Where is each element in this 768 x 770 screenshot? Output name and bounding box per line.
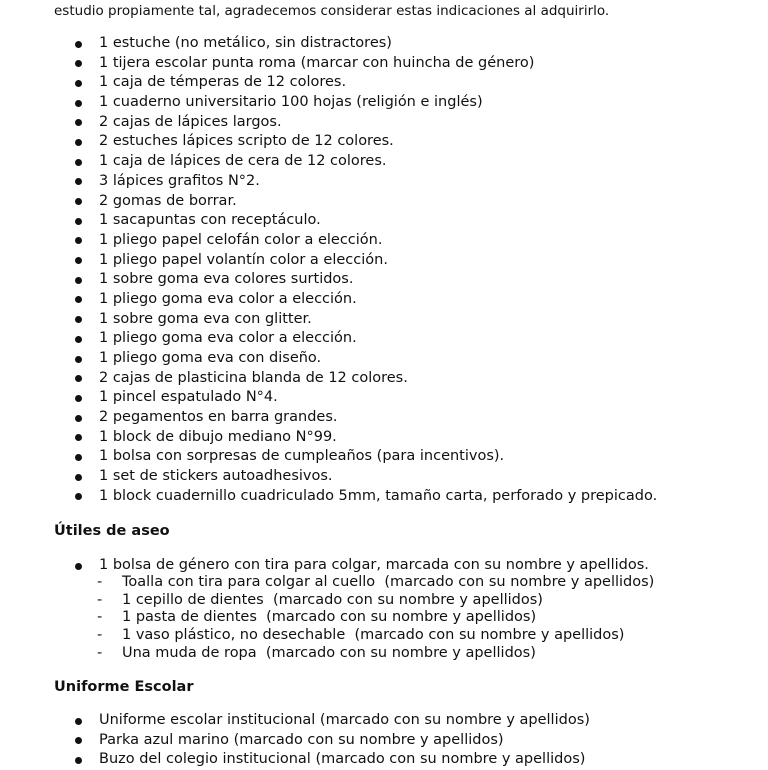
sublist-item: [97, 574, 654, 592]
list-item-text: 1 block cuadernillo cuadriculado 5mm, tamaño carta, perforado y prepicado.: [99, 487, 658, 504]
list-item: [54, 369, 657, 389]
dash-icon: -: [97, 574, 103, 590]
list-item: [54, 113, 657, 133]
list-item: [54, 556, 649, 576]
list-item: [54, 310, 657, 330]
intro-paragraph: estudio propiamente tal, agradecemos considerar estas indicaciones al adquirirlo.: [54, 3, 610, 19]
list-item-text: 1 caja de lápices de cera de 12 colores.: [99, 153, 387, 170]
list-item-text: 2 estuches lápices scripto de 12 colores.: [99, 133, 394, 150]
dash-icon: -: [97, 627, 103, 644]
bullet-icon: [75, 757, 82, 764]
bullet-icon: [75, 474, 82, 481]
list-item-text: 1 sacapuntas con receptáculo.: [99, 212, 321, 229]
bullet-icon: [75, 198, 82, 205]
list-item: [54, 750, 590, 770]
list-item-text: 1 cuaderno universitario 100 hojas (religión e inglés): [99, 94, 483, 111]
aseo-list: [54, 556, 649, 576]
aseo-sublist: [97, 574, 654, 662]
list-item: [54, 290, 657, 310]
bullet-icon: [75, 434, 82, 441]
dash-icon: -: [97, 609, 103, 626]
list-item-text: 1 sobre goma eva con glitter.: [99, 310, 312, 327]
list-item: [54, 211, 657, 231]
list-item: [54, 34, 657, 54]
sublist-item-text: 1 cepillo de dientes (marcado con su nombre y apellidos): [122, 591, 543, 608]
list-item: [54, 329, 657, 349]
list-item-text: 3 lápices grafitos N°2.: [99, 172, 260, 189]
sublist-item-text: Una muda de ropa (marcado con su nombre y apellidos): [122, 644, 536, 661]
bullet-icon: [75, 80, 82, 87]
list-item-text: 1 estuche (no metálico, sin distractores): [99, 35, 392, 51]
list-item: [54, 270, 657, 290]
section-heading-uniforme: Uniforme Escolar: [54, 679, 194, 695]
sublist-item-text: Toalla con tira para colgar al cuello (marcado con su nombre y apellidos): [122, 574, 655, 590]
list-item-text: 1 bolsa con sorpresas de cumpleaños (para incentivos).: [99, 448, 505, 465]
bullet-icon: [75, 41, 82, 48]
list-item: [54, 731, 590, 751]
list-item: [54, 152, 657, 172]
list-item-text: 1 pliego goma eva color a elección.: [99, 330, 357, 347]
sublist-item-text: 1 vaso plástico, no desechable (marcado con su nombre y apellidos): [122, 627, 625, 644]
dash-icon: -: [97, 644, 103, 661]
list-item: [54, 132, 657, 152]
list-item: [54, 428, 657, 448]
list-item: [54, 231, 657, 251]
bullet-icon: [75, 60, 82, 67]
dash-icon: -: [97, 591, 103, 608]
list-item-text: 1 block de dibujo mediano N°99.: [99, 428, 337, 445]
list-item: [54, 487, 657, 507]
list-item-text: 1 tijera escolar punta roma (marcar con huincha de género): [99, 54, 535, 71]
bullet-icon: [75, 218, 82, 225]
bullet-icon: [75, 718, 82, 725]
list-item: [54, 408, 657, 428]
list-item-text: 1 bolsa de género con tira para colgar, marcada con su nombre y apellidos.: [99, 557, 649, 573]
bullet-icon: [75, 356, 82, 363]
list-item: [54, 172, 657, 192]
list-item: [54, 447, 657, 467]
bullet-icon: [75, 100, 82, 107]
list-item-text: Uniforme escolar institucional (marcado con su nombre y apellidos): [99, 712, 590, 728]
list-item-text: 2 pegamentos en barra grandes.: [99, 409, 338, 426]
list-item: [54, 192, 657, 212]
list-item: [54, 93, 657, 113]
list-item-text: 1 pliego papel celofán color a elección.: [99, 231, 383, 248]
bullet-icon: [75, 336, 82, 343]
list-item: [54, 467, 657, 487]
bullet-icon: [75, 737, 82, 744]
list-item-text: 2 gomas de borrar.: [99, 192, 237, 209]
uniform-list: [54, 711, 590, 770]
bullet-icon: [75, 119, 82, 126]
list-item: [54, 349, 657, 369]
bullet-icon: [75, 395, 82, 402]
bullet-icon: [75, 415, 82, 422]
list-item: [54, 251, 657, 271]
list-item-text: 1 pincel espatulado N°4.: [99, 389, 278, 406]
section-heading-aseo: Útiles de aseo: [54, 523, 170, 539]
sublist-item: [97, 645, 654, 663]
list-item-text: 2 cajas de lápices largos.: [99, 113, 282, 130]
bullet-icon: [75, 493, 82, 500]
list-item-text: 1 caja de témperas de 12 colores.: [99, 74, 347, 91]
bullet-icon: [75, 454, 82, 461]
list-item-text: Buzo del colegio institucional (marcado con su nombre y apellidos): [99, 751, 586, 768]
list-item-text: 1 set de stickers autoadhesivos.: [99, 468, 333, 485]
sublist-item: [97, 627, 654, 645]
sublist-item-text: 1 pasta de dientes (marcado con su nombre y apellidos): [122, 609, 537, 626]
list-item: [54, 73, 657, 93]
list-item-text: 1 pliego goma eva color a elección.: [99, 290, 357, 307]
bullet-icon: [75, 159, 82, 166]
list-item-text: 2 cajas de plasticina blanda de 12 colores.: [99, 369, 408, 386]
sublist-item: [97, 609, 654, 627]
bullet-icon: [75, 316, 82, 323]
list-item: [54, 711, 590, 731]
bullet-icon: [75, 296, 82, 303]
list-item: [54, 54, 657, 74]
materials-list: [54, 34, 657, 507]
bullet-icon: [75, 139, 82, 146]
list-item-text: Parka azul marino (marcado con su nombre y apellidos): [99, 731, 504, 748]
sublist-item: [97, 592, 654, 610]
bullet-icon: [75, 563, 82, 570]
list-item-text: 1 pliego goma eva con diseño.: [99, 350, 322, 366]
bullet-icon: [75, 375, 82, 382]
bullet-icon: [75, 277, 82, 284]
bullet-icon: [75, 257, 82, 264]
list-item-text: 1 pliego papel volantín color a elección.: [99, 251, 388, 268]
bullet-icon: [75, 237, 82, 244]
list-item: [54, 388, 657, 408]
bullet-icon: [75, 178, 82, 185]
list-item-text: 1 sobre goma eva colores surtidos.: [99, 271, 354, 288]
